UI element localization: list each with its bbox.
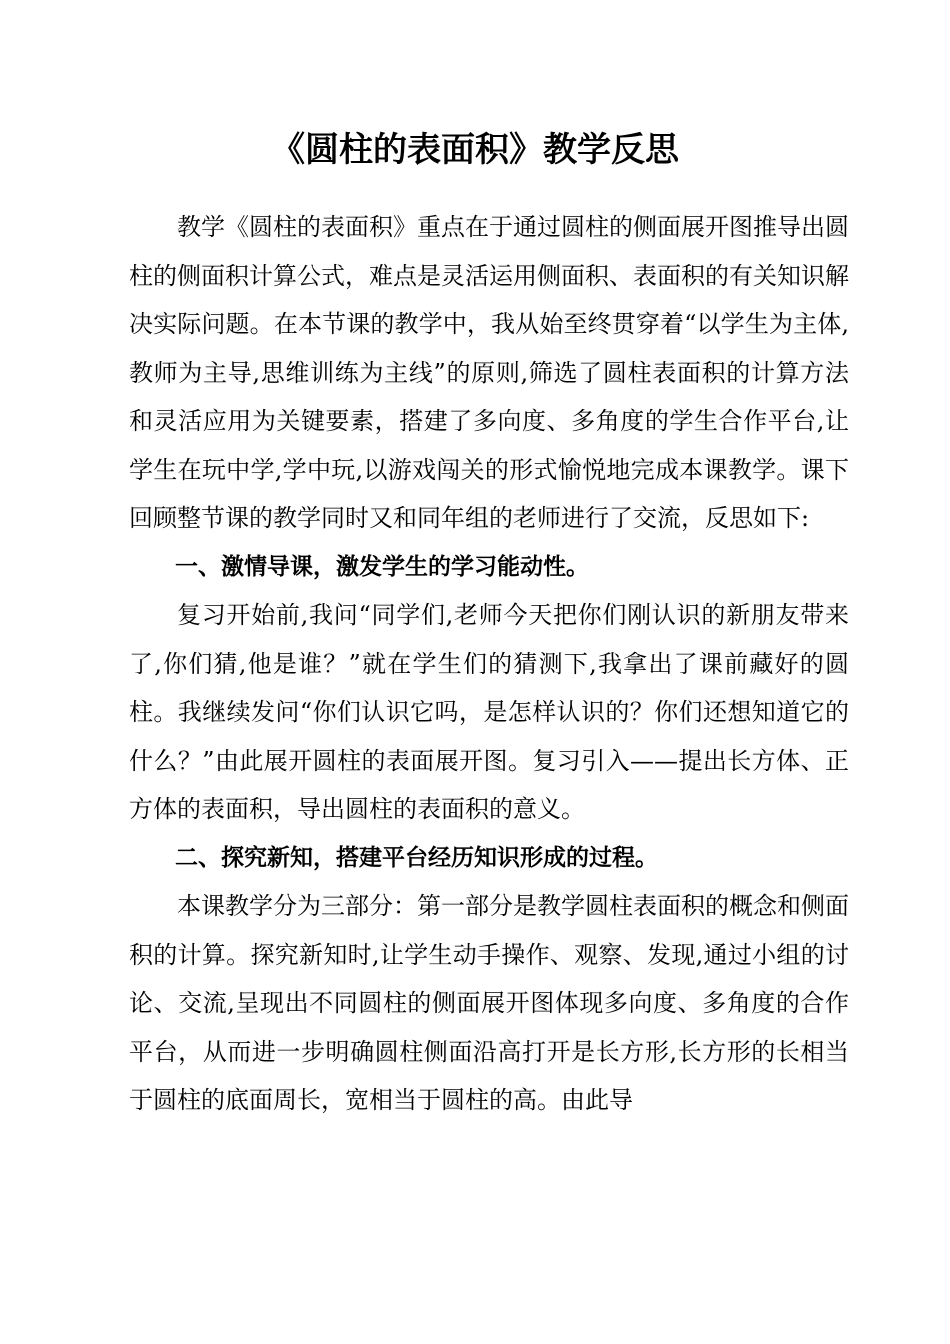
paragraph-explore: 本课教学分为三部分：第一部分是教学圆柱表面积的概念和侧面积的计算。探究新知时,让学生动手操作、观察、发现,通过小组的讨论、交流,呈现出不同圆柱的侧面展开图体现多向度、多角度的合作平台，从而进一步明确圆柱侧面沿高打开是长方形,长方形的长相当于圆柱的底面周长，宽相当于圆柱的高。由此导 [129,892,849,1114]
paragraph-intro: 教学《圆柱的表面积》重点在于通过圆柱的侧面展开图推导出圆柱的侧面积计算公式，难点是灵活运用侧面积、表面积的有关知识解决实际问题。在本节课的教学中，我从始至终贯穿着“以学生为主体,教师为主导,思维训练为主线”的原则,筛选了圆柱表面积的计算方法和灵活应用为关键要素，搭建了多向度、多角度的学生合作平台,让学生在玩中学,学中玩,以游戏闯关的形式愉悦地完成本课教学。课下回顾整节课的教学同时又和同年组的老师进行了交流，反思如下: [129,213,849,532]
section-heading-2: 二、探究新知，搭建平台经历知识形成的过程。 [175,844,658,871]
page-title: 《圆柱的表面积》教学反思 [271,130,679,170]
paragraph-review: 复习开始前,我问“同学们,老师今天把你们刚认识的新朋友带来了,你们猜,他是谁？”就在学生们的猜测下,我拿出了课前藏好的圆柱。我继续发问“你们认识它吗，是怎样认识的？你们还想知道它的什么？”由此展开圆柱的表面展开图。复习引入——提出长方体、正方体的表面积，导出圆柱的表面积的意义。 [129,601,849,823]
document-body [129,203,849,1125]
section-heading-1: 一、激情导课，激发学生的学习能动性。 [175,553,589,580]
